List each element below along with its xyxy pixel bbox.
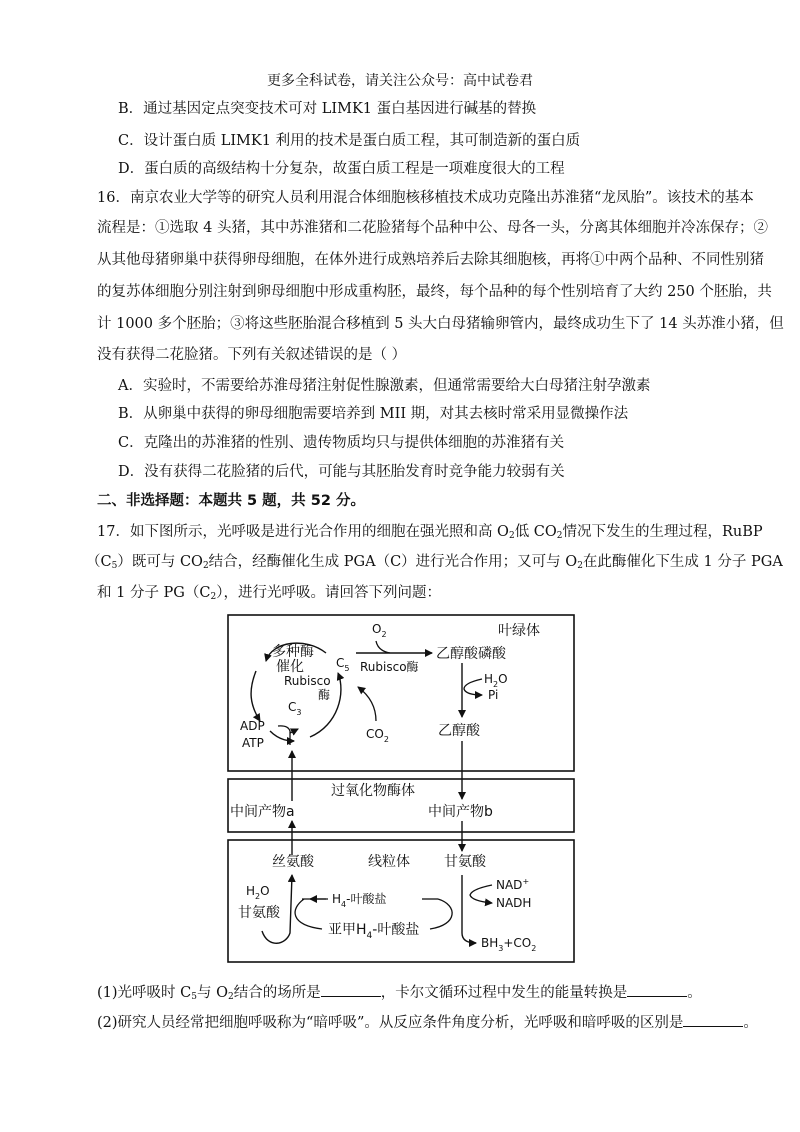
multi-enzyme-label: 多种酶 [272,644,314,660]
peroxisome-label: 过氧化物酶体 [331,783,415,799]
q17-sub-question-2 [97,1012,758,1033]
h-text: H [332,892,342,906]
atp-arrow [290,729,298,733]
q17-2-text: 。 [743,1015,758,1031]
q17-2-text: (2)研究人员经常把细胞呼吸称为“暗呼吸”。从反应条件角度分析，光呼吸和暗呼吸的区别是 [97,1015,684,1031]
q17-text: ）既可与 CO [117,554,203,570]
subscript: 2 [381,630,387,639]
intermediate-b-label: 中间产物b [428,804,493,820]
subscript: 2 [531,944,537,953]
glycine-bottom-label: 甘氨酸 [238,905,280,921]
atp-curve [278,726,290,745]
subscript: 5 [344,664,350,673]
q15-option-c: C．设计蛋白质 LIMK1 利用的技术是蛋白质工程，其可制造新的蛋白质 [118,133,581,149]
h2o-top-label [484,672,508,689]
q17-text: 17．如下图所示，光呼吸是进行光合作用的细胞在强光照和高 O [97,524,509,540]
subscript: 2 [577,561,583,571]
subscript: 5 [191,992,197,1002]
q16-line-3: 从其他母猪卵巢中获得卵母细胞，在体外进行成熟培养后去除其细胞核，再将①中两个品种、不同性别猪 [97,252,764,268]
q17-1-text: 与 O [196,985,228,1001]
c5-text: C [336,656,345,670]
o2-label [372,622,387,639]
pi-label: Pi [488,688,499,702]
section-2-heading: 二、非选择题：本题共 5 题，共 52 分。 [97,493,365,509]
co2-input-arrow [358,687,376,721]
subscript: 3 [296,708,302,717]
photorespiration-diagram [226,613,578,965]
q17-1-text: 结合的场所是 [233,985,321,1001]
folate-loop-left [295,899,322,929]
answer-blank[interactable] [627,982,687,997]
c5-label [336,656,349,673]
subscript: 4 [341,900,347,909]
folate-text: -叶酸盐 [346,892,387,906]
answer-blank[interactable] [321,982,381,997]
subscript: 2 [556,531,563,541]
q17-line-3 [97,583,441,607]
q17-text: 低 CO [514,524,557,540]
q17-1-text: (1)光呼吸时 C [97,985,192,1001]
answer-blank[interactable] [683,1012,743,1027]
q16-line-1: 16．南京农业大学等的研究人员利用混合体细胞核移植技术成功克隆出苏淮猪“龙凤胎”。该技术的基本 [97,190,754,206]
subscript: 2 [508,531,515,541]
glycine-to-bh3-arrow [462,875,476,943]
glycolyl-phosphate-label: 乙醇酸磷酸 [436,646,506,662]
o-text: O [498,672,508,686]
q16-line-5: 计 1000 多个胚胎；③将这些胚胎混合移植到 5 头大白母猪输卵管内，最终成功生下了 14 头苏淮小猪，但 [97,316,784,332]
subscript: 4 [366,931,373,941]
q16-line-4: 的复苏体细胞分别注射到卵母细胞中形成重构胚，最终，每个品种的每个性别培育了大约 250 个胚胎，共 [97,284,772,300]
adp-label: ADP [240,719,265,733]
catalysis-label: 催化 [276,659,304,675]
q17-text: 和 1 分子 PG（C [97,585,211,601]
rubisco-left-label: Rubisco [284,674,331,688]
c3-label [288,700,301,717]
q17-text: （C [86,554,112,570]
subscript: 2 [210,592,217,602]
glycolate-label: 乙醇酸 [438,723,480,739]
subscript: 5 [111,561,118,571]
co2-input-label [366,727,389,744]
q15-option-d: D．蛋白质的高级结构十分复杂，故蛋白质工程是一项难度很大的工程 [118,161,565,177]
subscript: 3 [498,944,504,953]
rubisco-left-enzyme-label: 酶 [318,688,331,702]
o-text: O [260,884,270,898]
h4-folate-label [332,891,386,909]
h2o-bottom-label [246,884,270,901]
nad-text: NAD [496,878,523,892]
subscript: 2 [383,735,389,744]
o2-text: O [372,622,382,636]
c3-text: C [288,700,297,714]
co-text: +CO [503,936,532,950]
q16-option-b: B．从卵巢中获得的卵母细胞需要培养到 MII 期，对其去核时常采用显微操作法 [118,406,629,422]
nad-label [496,877,529,892]
superscript: + [522,877,530,886]
subscript: 2 [227,992,234,1002]
o2-curve [376,641,390,653]
q17-text: 在此酶催化下生成 1 分子 PGA [582,554,783,570]
intermediate-a-label: 中间产物a [230,804,295,820]
q16-line-2: 流程是：①选取 4 头猪，其中苏淮猪和二花脸猪每个品种中公、母各一头，分离其体细胞并冷冻保存；② [97,220,768,236]
glycine-top-label: 甘氨酸 [444,854,486,870]
methylene-folate-label [328,921,419,941]
subscript: 2 [202,561,209,571]
q17-text: 结合，经酶催化生成 PGA（C）进行光合作用；又可与 O [208,554,578,570]
bh-text: BH [481,936,499,950]
q17-text: 情况下发生的生理过程，RuBP [562,524,763,540]
mitochondrion-label: 线粒体 [368,854,410,870]
q17-text: ），进行光呼吸。请回答下列问题： [216,585,441,601]
page-header: 更多全科试卷，请关注公众号：高中试卷君 [267,73,533,89]
nad-curve [470,885,492,903]
q16-line-6: 没有获得二花脸猪。下列有关叙述错误的是（ ） [97,347,407,363]
q17-sub-question-1 [97,982,702,1007]
subscript: 2 [255,892,261,901]
chloroplast-label: 叶绿体 [498,623,540,639]
atp-label: ATP [242,736,264,750]
calvin-arrow-left [251,671,260,721]
h-text: H [484,672,494,686]
folate-loop-right [430,899,452,929]
q17-line-1 [97,522,763,546]
q16-option-a: A．实验时，不需要给苏淮母猪注射促性腺激素，但通常需要给大白母猪注射孕激素 [118,378,651,394]
co2-text: CO [366,727,384,741]
serine-label: 丝氨酸 [272,854,314,870]
q17-1-text: ，卡尔文循环过程中发生的能量转换是 [380,985,628,1001]
nadh-label: NADH [496,896,532,910]
folate-text: -叶酸盐 [372,922,420,938]
h2o-pi-curve [464,679,482,695]
q16-option-d: D．没有获得二花脸猪的后代，可能与其胚胎发育时竞争能力较弱有关 [118,464,565,480]
q17-1-text: 。 [687,985,702,1001]
h-text: H [246,884,256,898]
bh3-co2-label [481,936,536,953]
methylene-text: 亚甲H [328,922,367,938]
rubisco-top-label: Rubisco酶 [360,660,419,674]
q15-option-b: B．通过基因定点突变技术可对 LIMK1 蛋白基因进行碱基的替换 [118,101,537,117]
q16-option-c: C．克隆出的苏淮猪的性别、遗传物质均只与提供体细胞的苏淮猪有关 [118,435,565,451]
subscript: 2 [493,680,499,689]
q17-line-2 [86,552,783,576]
